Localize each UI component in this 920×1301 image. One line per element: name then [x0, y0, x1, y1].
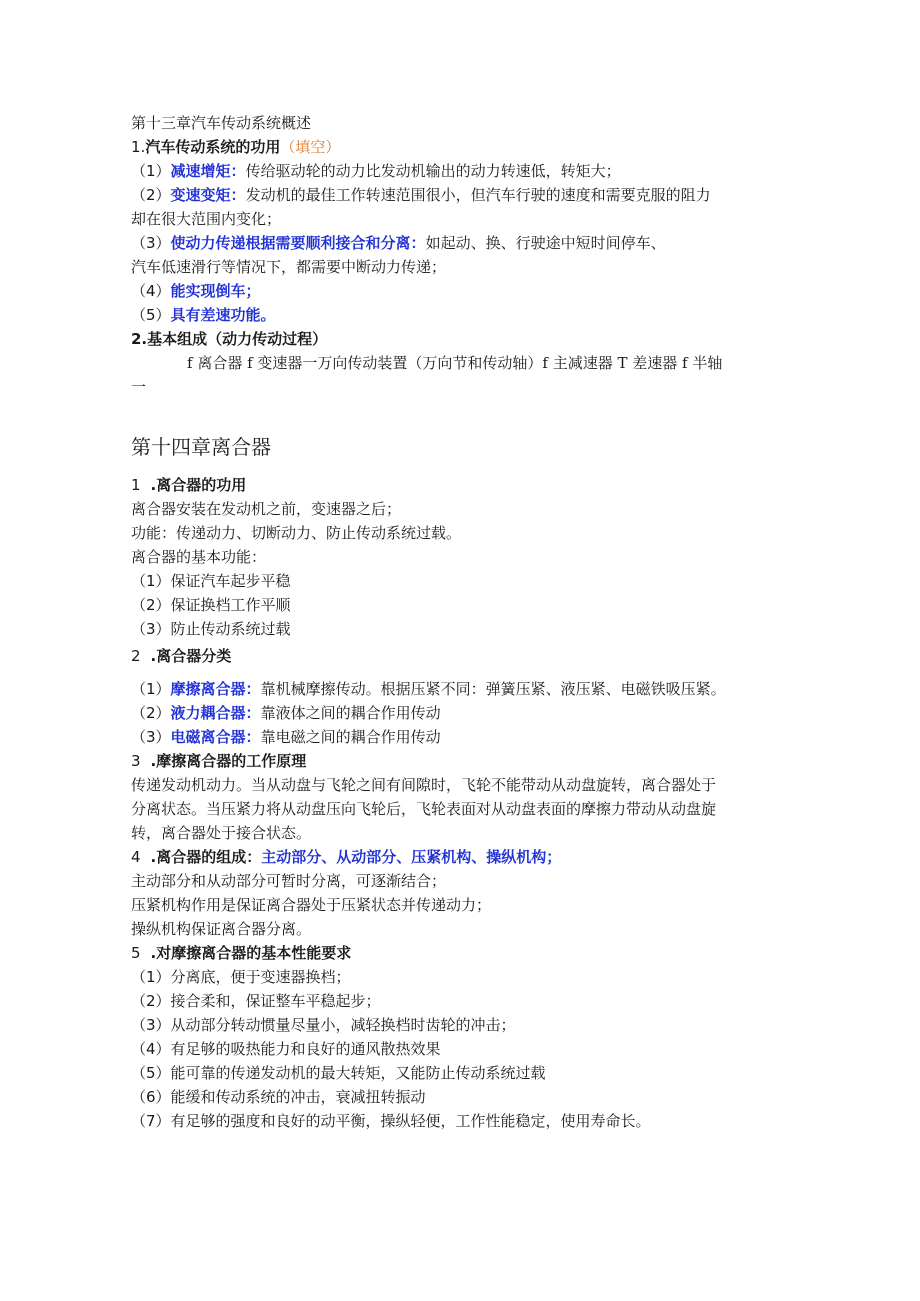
- paragraph-line: 离合器安装在发动机之前，变速器之后；: [131, 500, 402, 518]
- function-item-5: [131, 304, 276, 326]
- item-number: （4）: [131, 282, 171, 300]
- item-number: （3）: [131, 728, 171, 746]
- item-keyword: 变速变矩：: [170, 186, 246, 204]
- paragraph-line: 转，离合器处于接合状态。: [131, 824, 312, 842]
- function-item-2-continued: 却在很大范围内变化；: [131, 210, 282, 228]
- section-title: .离合器的组成：: [150, 848, 262, 866]
- section-title: .离合器分类: [150, 647, 232, 665]
- function-item-3-continued: 汽车低速滑行等情况下，都需要中断动力传递；: [131, 258, 447, 276]
- item-number: （5）: [131, 1064, 171, 1082]
- paragraph-line: 分离状态。当压紧力将从动盘压向飞轮后，飞轮表面对从动盘表面的摩擦力带动从动盘旋: [131, 800, 717, 818]
- item-number: （2）: [131, 186, 171, 204]
- ch14-section5-heading: [131, 942, 351, 964]
- requirement-item: [131, 990, 381, 1012]
- item-text: 分离底，便于变速器换档；: [170, 968, 351, 986]
- function-item-1: [131, 160, 621, 182]
- item-keyword: 摩擦离合器：: [170, 680, 261, 698]
- section-number: 3: [131, 752, 141, 770]
- item-number: （1）: [131, 572, 171, 590]
- item-number: （6）: [131, 1088, 171, 1106]
- ch13-section2-heading: 2.基本组成（动力传动过程）: [131, 330, 328, 348]
- ch14-section3-heading: [131, 750, 306, 772]
- item-text: 防止传动系统过载: [170, 620, 291, 638]
- list-item: [131, 618, 291, 640]
- item-text: 靠液体之间的耦合作用传动: [260, 704, 441, 722]
- item-keyword: 减速增矩：: [170, 162, 246, 180]
- power-flow-line-continued: 一: [131, 378, 147, 396]
- paragraph-line: 传递发动机动力。当从动盘与飞轮之间有间隙时，飞轮不能带动从动盘旋转，离合器处于: [131, 776, 717, 794]
- list-item: [131, 570, 291, 592]
- item-text: 保证换档工作平顺: [170, 596, 291, 614]
- clutch-type-item: [131, 678, 726, 700]
- item-text: 能可靠的传递发动机的最大转矩，又能防止传动系统过载: [170, 1064, 546, 1082]
- item-text: 传给驱动轮的动力比发动机输出的动力转速低，转矩大；: [245, 162, 621, 180]
- section-title: .对摩擦离合器的基本性能要求: [150, 944, 352, 962]
- item-number: （1）: [131, 162, 171, 180]
- list-item: [131, 594, 291, 616]
- section-number: 5: [131, 944, 141, 962]
- item-number: （4）: [131, 1040, 171, 1058]
- item-number: （7）: [131, 1112, 171, 1130]
- item-keyword: 液力耦合器：: [170, 704, 261, 722]
- section-number: 1.: [131, 138, 146, 156]
- paragraph-line: 离合器的基本功能：: [131, 548, 267, 566]
- item-number: （3）: [131, 1016, 171, 1034]
- item-number: （3）: [131, 620, 171, 638]
- clutch-type-item: [131, 702, 441, 724]
- item-text: 接合柔和，保证整车平稳起步；: [170, 992, 381, 1010]
- section-title: 汽车传动系统的功用: [145, 138, 281, 156]
- item-number: （3）: [131, 234, 171, 252]
- requirement-item: [131, 1086, 426, 1108]
- item-text: 靠机械摩擦传动。根据压紧不同：弹簧压紧、液压紧、电磁铁吸压紧。: [260, 680, 726, 698]
- item-keyword: 电磁离合器：: [170, 728, 261, 746]
- item-text: 能缓和传动系统的冲击，衰减扭转振动: [170, 1088, 426, 1106]
- item-keyword: 具有差速功能。: [170, 306, 276, 324]
- paragraph-line: 功能：传递动力、切断动力、防止传动系统过载。: [131, 524, 462, 542]
- section-title: .摩擦离合器的工作原理: [150, 752, 307, 770]
- paragraph-line: 主动部分和从动部分可暂时分离，可逐渐结合；: [131, 872, 447, 890]
- item-number: （2）: [131, 704, 171, 722]
- chapter14-title: 第十四章离合器: [131, 435, 271, 459]
- item-keyword: 使动力传递根据需要顺利接合和分离：: [170, 234, 426, 252]
- function-item-2: [131, 184, 711, 206]
- paragraph-line: 操纵机构保证离合器分离。: [131, 920, 312, 938]
- chapter13-title: 第十三章汽车传动系统概述: [131, 114, 312, 132]
- ch14-section4-heading: [131, 846, 561, 868]
- ch13-section1-heading: [131, 136, 340, 158]
- function-item-3: [131, 232, 666, 254]
- requirement-item: [131, 1062, 546, 1084]
- item-text: 从动部分转动惯量尽量小，减轻换档时齿轮的冲击；: [170, 1016, 516, 1034]
- item-number: （1）: [131, 968, 171, 986]
- section-keywords: 主动部分、从动部分、压紧机构、操纵机构；: [261, 848, 562, 866]
- section-title: .离合器的功用: [150, 476, 247, 494]
- item-text: 发动机的最佳工作转速范围很小，但汽车行驶的速度和需要克服的阻力: [245, 186, 711, 204]
- ch14-section2-heading: [131, 645, 231, 667]
- requirement-item: [131, 966, 351, 988]
- item-number: （2）: [131, 992, 171, 1010]
- paragraph-line: 压紧机构作用是保证离合器处于压紧状态并传递动力；: [131, 896, 492, 914]
- section-number: 1: [131, 476, 141, 494]
- section-number: 4: [131, 848, 141, 866]
- item-text: 保证汽车起步平稳: [170, 572, 291, 590]
- requirement-item: [131, 1014, 516, 1036]
- item-text: 有足够的强度和良好的动平衡，操纵轻便，工作性能稳定，使用寿命长。: [170, 1112, 651, 1130]
- item-text: 靠电磁之间的耦合作用传动: [260, 728, 441, 746]
- clutch-type-item: [131, 726, 441, 748]
- item-keyword: 能实现倒车；: [170, 282, 261, 300]
- section-number: 2: [131, 647, 141, 665]
- item-number: （1）: [131, 680, 171, 698]
- item-number: （2）: [131, 596, 171, 614]
- ch14-section1-heading: [131, 474, 246, 496]
- requirement-item: [131, 1110, 651, 1132]
- item-text: 如起动、换、行驶途中短时间停车、: [425, 234, 666, 252]
- item-number: （5）: [131, 306, 171, 324]
- function-item-4: [131, 280, 261, 302]
- requirement-item: [131, 1038, 441, 1060]
- fill-in-note: （填空）: [280, 138, 341, 156]
- power-flow-line: f 离合器 f 变速器一万向传动装置（万向节和传动轴）f 主减速器 T 差速器 f 半轴: [187, 354, 723, 372]
- item-text: 有足够的吸热能力和良好的通风散热效果: [170, 1040, 441, 1058]
